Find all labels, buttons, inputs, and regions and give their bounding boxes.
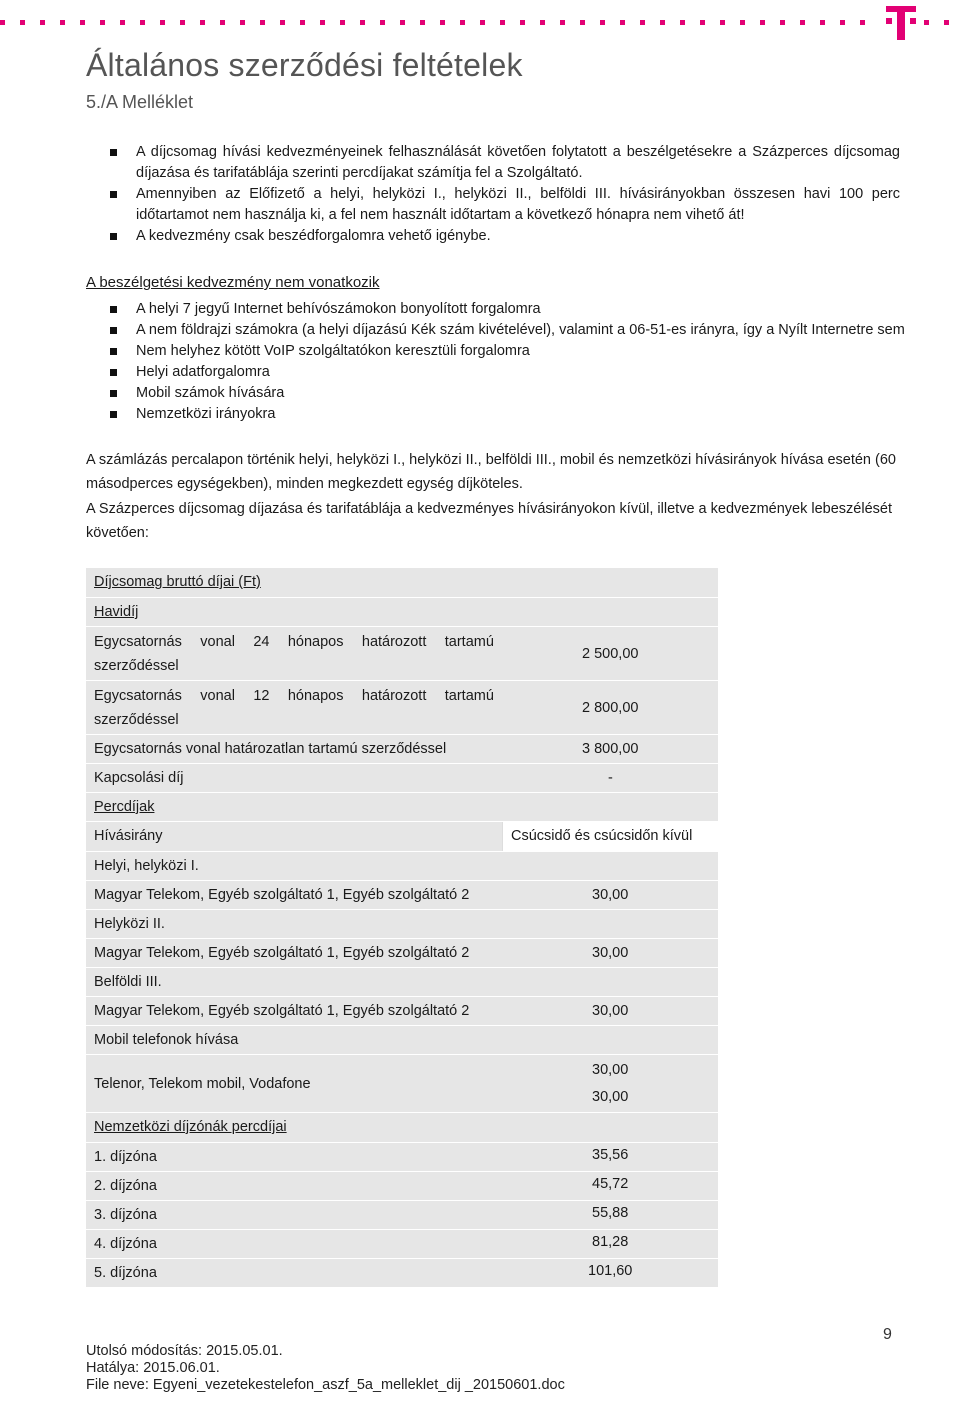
table-title-row — [86, 568, 718, 598]
header-dot — [780, 20, 785, 25]
contract-12-label: Egycsatornás vonal 12 hónapos határozott tartamú — [94, 688, 494, 704]
table-row — [86, 1026, 718, 1055]
zone-value: 45,72 — [592, 1176, 629, 1192]
header-dot — [600, 20, 605, 25]
footer — [86, 1343, 565, 1394]
header-dot — [800, 20, 805, 25]
table-title: Díjcsomag bruttó díjai (Ft) — [94, 574, 261, 590]
list-item: Nemzetközi irányokra — [110, 404, 910, 425]
header-dot — [180, 20, 185, 25]
page-title: Általános szerződési feltételek — [86, 47, 523, 83]
indefinite-label: Egycsatornás vonal határozatlan tartamú szerződéssel — [94, 741, 447, 757]
table-row — [86, 1055, 718, 1113]
header-dot — [40, 20, 45, 25]
zone-value: 55,88 — [592, 1205, 629, 1221]
table-row — [86, 1201, 718, 1230]
header-dot — [20, 20, 25, 25]
local-label: Helyi, helyközi I. — [94, 858, 199, 874]
domestic3-label: Belföldi III. — [94, 974, 162, 990]
table-row: Egycsatornás vonal 12 hónapos határozott tartamú szerződéssel 2 800,00 — [86, 681, 718, 735]
header-dot — [300, 20, 305, 25]
header-dot — [240, 20, 245, 25]
header-dot — [480, 20, 485, 25]
header-dot — [320, 20, 325, 25]
tariff-table — [86, 568, 718, 1288]
list-item: A díjcsomag hívási kedvezményeinek felhasználását követően folytatott a beszélgetésekre a Százperces díjcsomag díjazása és tarifatáblája szerinti percdíjakat számítja fel a Szolgáltató. — [110, 142, 900, 184]
table-row — [86, 997, 718, 1026]
list-item: A nem földrajzi számokra (a helyi díjazású Kék szám kivételével), valamint a 06-51-es irányra, így a Nyílt Internetre sem — [110, 320, 910, 341]
header-dot — [640, 20, 645, 25]
header-dot — [820, 20, 825, 25]
footer-modified: Utolsó módosítás: 2015.05.01. — [86, 1343, 283, 1359]
exclusions-list — [110, 299, 910, 425]
header-dot — [140, 20, 145, 25]
contract-24-value: 2 500,00 — [582, 645, 639, 662]
mobile-value: 30,00 — [592, 1089, 629, 1105]
provider-label: Magyar Telekom, Egyéb szolgáltató 1, Egyéb szolgáltató 2 — [94, 1003, 470, 1019]
table-row — [86, 793, 718, 822]
header-dot — [340, 20, 345, 25]
mobile-providers-label: Telenor, Telekom mobil, Vodafone — [94, 1075, 311, 1092]
direction-label: Hívásirány — [94, 828, 163, 844]
header-dot — [440, 20, 445, 25]
list-item: Helyi adatforgalomra — [110, 362, 910, 383]
table-row — [86, 1143, 718, 1172]
header-dot — [540, 20, 545, 25]
header-dot — [740, 20, 745, 25]
zone-value: 101,60 — [588, 1263, 633, 1279]
local-value: 30,00 — [592, 887, 629, 903]
header-dot — [100, 20, 105, 25]
international-label: Nemzetközi díjzónák percdíjai — [94, 1119, 287, 1135]
table-row: Egycsatornás vonal 24 hónapos határozott tartamú szerződéssel 2 500,00 — [86, 627, 718, 681]
header-dot — [944, 20, 949, 25]
header-dot — [560, 20, 565, 25]
provider-label: Magyar Telekom, Egyéb szolgáltató 1, Egyéb szolgáltató 2 — [94, 887, 470, 903]
indefinite-value: 3 800,00 — [582, 741, 639, 757]
table-row — [86, 735, 718, 764]
table-row — [86, 1113, 718, 1143]
zone-value: 81,28 — [592, 1234, 629, 1250]
longdistance2-label: Helyközi II. — [94, 916, 165, 932]
table-row — [86, 968, 718, 997]
header-dot — [500, 20, 505, 25]
zone-label: 1. díjzóna — [94, 1149, 157, 1165]
header-dot-line — [0, 20, 880, 26]
header-dot — [660, 20, 665, 25]
provider-label: Magyar Telekom, Egyéb szolgáltató 1, Egyéb szolgáltató 2 — [94, 945, 470, 961]
table-row — [86, 598, 718, 627]
header-dot — [680, 20, 685, 25]
zone-value: 35,56 — [592, 1147, 629, 1163]
direction-value: Csúcsidő és csúcsidőn kívül — [502, 822, 718, 851]
connection-fee-value: - — [608, 770, 613, 786]
table-row — [86, 852, 718, 881]
header-dot — [860, 20, 865, 25]
header-dot — [80, 20, 85, 25]
contract-24-label: Egycsatornás vonal 24 hónapos határozott tartamú — [94, 634, 494, 650]
header-dot — [700, 20, 705, 25]
table-row — [86, 1230, 718, 1259]
table-row — [86, 764, 718, 793]
header-dot — [120, 20, 125, 25]
zone-label: 5. díjzóna — [94, 1265, 157, 1281]
table-row — [86, 939, 718, 968]
mobile-header: Mobil telefonok hívása — [94, 1032, 239, 1048]
header-dot — [220, 20, 225, 25]
header-dot — [0, 20, 5, 25]
mobile-value: 30,00 — [592, 1062, 629, 1078]
page-subtitle: 5./A Melléklet — [86, 92, 194, 112]
list-item: A kedvezmény csak beszédforgalomra vehető igénybe. — [110, 226, 900, 247]
domestic3-value: 30,00 — [592, 1003, 629, 1019]
zone-label: 2. díjzóna — [94, 1178, 157, 1194]
telekom-t-logo-icon — [886, 6, 916, 40]
zone-label: 4. díjzóna — [94, 1236, 157, 1252]
header-dot — [460, 20, 465, 25]
header-dot — [720, 20, 725, 25]
table-row — [86, 1172, 718, 1201]
header-dot — [260, 20, 265, 25]
table-row — [86, 822, 718, 852]
header-dot — [580, 20, 585, 25]
percdijak-label: Percdíjak — [94, 799, 155, 815]
header-dot — [924, 20, 929, 25]
header-dot — [620, 20, 625, 25]
footer-filename: File neve: Egyeni_vezetekestelefon_aszf_5a_melleklet_dij _20150601.doc — [86, 1377, 565, 1393]
tariff-paragraph: A Százperces díjcsomag díjazása és tarifatáblája a kedvezményes hívásirányokon kívül, illetve a kedvezmények lebeszélését követően: — [86, 501, 892, 541]
header-dot — [280, 20, 285, 25]
header-dot — [520, 20, 525, 25]
list-item: Mobil számok hívására — [110, 383, 910, 404]
header-dot — [200, 20, 205, 25]
header-dot — [760, 20, 765, 25]
connection-fee-label: Kapcsolási díj — [94, 770, 184, 786]
header-dot — [160, 20, 165, 25]
table-row — [86, 910, 718, 939]
list-item: Nem helyhez kötött VoIP szolgáltatókon keresztüli forgalomra — [110, 341, 910, 362]
list-item: A helyi 7 jegyű Internet behívószámokon bonyolított forgalomra — [110, 299, 910, 320]
footer-effective: Hatálya: 2015.06.01. — [86, 1360, 220, 1376]
page-number: 9 — [883, 1326, 892, 1343]
billing-paragraph: A számlázás percalapon történik helyi, helyközi I., helyközi II., belföldi III., mobil és nemzetközi hívásirányok hívása esetén (60 másodperces egységekben), minden megkezdett egység díjköteles. — [86, 452, 896, 492]
section-heading: A beszélgetési kedvezmény nem vonatkozik — [86, 274, 380, 291]
contract-12-value: 2 800,00 — [582, 699, 639, 716]
list-item: Amennyiben az Előfizető a helyi, helyközi I., helyközi II., belföldi III. hívásirányokban összesen havi 100 perc időtartamot nem használja ki, a fel nem használt időtartam a következő hónapra nem vihető át! — [110, 184, 900, 226]
discount-rules-list — [110, 142, 900, 247]
longdistance2-value: 30,00 — [592, 945, 629, 961]
header-dot — [360, 20, 365, 25]
havidij-label: Havidíj — [94, 604, 139, 620]
table-row — [86, 1259, 718, 1288]
header-dot — [60, 20, 65, 25]
zone-label: 3. díjzóna — [94, 1207, 157, 1223]
header-dot — [420, 20, 425, 25]
header-dot — [380, 20, 385, 25]
table-row — [86, 881, 718, 910]
header-dot — [840, 20, 845, 25]
header-dot — [400, 20, 405, 25]
